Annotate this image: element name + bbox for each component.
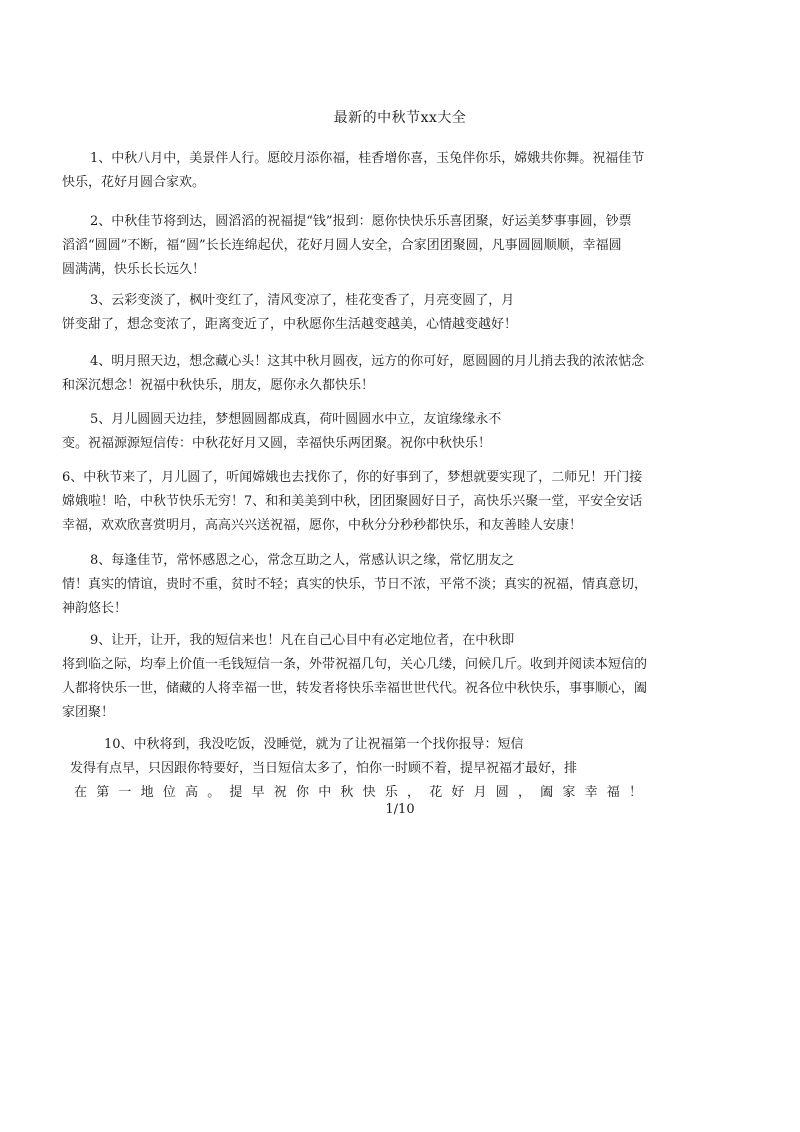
paragraph-line: 发得有点早，只因跟你特要好，当日短信太多了，怕你一时顾不着，提早祝福才最好，排 xyxy=(70,761,578,776)
page-number: 1/10 xyxy=(385,802,415,817)
paragraph-line: 嫦娥啦！哈，中秋节快乐无穷！7、和和美美到中秋，团团聚圆好日子，高快乐兴聚一堂，平安全安话 xyxy=(62,494,643,509)
paragraph-line: 快乐，花好月圆合家欢。 xyxy=(62,175,206,190)
paragraph-2 xyxy=(62,210,752,282)
paragraph-line: 6、中秋节来了，月儿圆了，听闻嫦娥也去找你了，你的好事到了，梦想就要实现了，二师兄！开门接 xyxy=(62,470,643,485)
paragraph-8 xyxy=(62,549,752,621)
paragraph-line: 情！真实的情谊，贵时不重，贫时不轻；真实的快乐，节日不浓，平常不淡；真实的祝福，情真意切， xyxy=(62,577,648,592)
paragraph-line: 饼变甜了，想念变浓了，距离变近了，中秋愿你生活越变越美，心情越变越好！ xyxy=(62,317,518,332)
paragraph-line: 神韵悠长！ xyxy=(62,601,128,616)
paragraph-10 xyxy=(70,733,760,805)
paragraph-line: 和深沉想念！祝福中秋快乐，朋友，愿你永久都快乐！ xyxy=(62,378,375,393)
paragraph-line: 在第一地位高。提早祝你中秋快乐，花好月圆，阖家幸福！ xyxy=(74,785,652,800)
paragraph-line: 8、每逢佳节，常怀感恩之心，常念互助之人，常感认识之缘，常忆朋友之 xyxy=(90,553,515,568)
paragraph-line: 人都将快乐一世，储藏的人将幸福一世，转发者将快乐幸福世世代代。祝各位中秋快乐，事事顺心，阖 xyxy=(62,681,648,696)
paragraph-5 xyxy=(62,408,752,456)
paragraph-line: 1、中秋八月中，美景伴人行。愿皎月添你福，桂香增你喜，玉兔伴你乐，嫦娥共你舞。祝福佳节 xyxy=(90,151,645,166)
paragraph-line: 9、让开，让开，我的短信来也！凡在自己心目中有必定地位者，在中秋即 xyxy=(90,633,515,648)
paragraph-line: 幸福，欢欢欣喜赏明月，高高兴兴送祝福，愿你，中秋分分秒秒都快乐，和友善睦人安康！ xyxy=(62,518,583,533)
paragraph-1 xyxy=(62,147,752,195)
paragraph-line: 变。祝福源源短信传：中秋花好月又圆，幸福快乐两团聚。祝你中秋快乐！ xyxy=(62,436,492,451)
paragraph-line: 3、云彩变淡了，枫叶变红了，清风变凉了，桂花变香了，月亮变圆了，月 xyxy=(90,293,515,308)
paragraph-line: 4、明月照天边，想念藏心头！这其中秋月圆夜，远方的你可好，愿圆圆的月儿捎去我的浓浓惦念 xyxy=(90,354,645,369)
paragraph-6 xyxy=(62,466,752,538)
paragraph-line: 家团聚！ xyxy=(62,705,115,720)
paragraph-3 xyxy=(62,289,752,337)
paragraph-line: 将到临之际，均奉上价值一毛钱短信一条，外带祝福几句，关心几缕，问候几斤。收到并阅读本短信的 xyxy=(62,657,648,672)
paragraph-line: 圆满满，快乐长长远久！ xyxy=(62,262,206,277)
document-title: 最新的中秋节xx大全 xyxy=(333,110,467,126)
paragraph-line: 2、中秋佳节将到达，圆滔滔的祝福提“钱”报到：愿你快快乐乐喜团聚，好运美梦事事圆，钞票 xyxy=(90,214,632,229)
paragraph-line: 10、中秋将到，我没吃饭，没睡觉，就为了让祝福第一个找你报导：短信 xyxy=(104,737,524,752)
paragraph-line: 5、月儿圆圆天边挂，梦想圆圆都成真，荷叶圆圆水中立，友谊缘缘永不 xyxy=(90,412,502,427)
paragraph-9 xyxy=(62,629,752,725)
paragraph-line: 滔滔“圆圆”不断，福“圆”长长连绵起伏，花好月圆人安全，合家团团聚圆，凡事圆圆顺顺，幸福圆 xyxy=(62,238,622,253)
paragraph-4 xyxy=(62,350,752,398)
